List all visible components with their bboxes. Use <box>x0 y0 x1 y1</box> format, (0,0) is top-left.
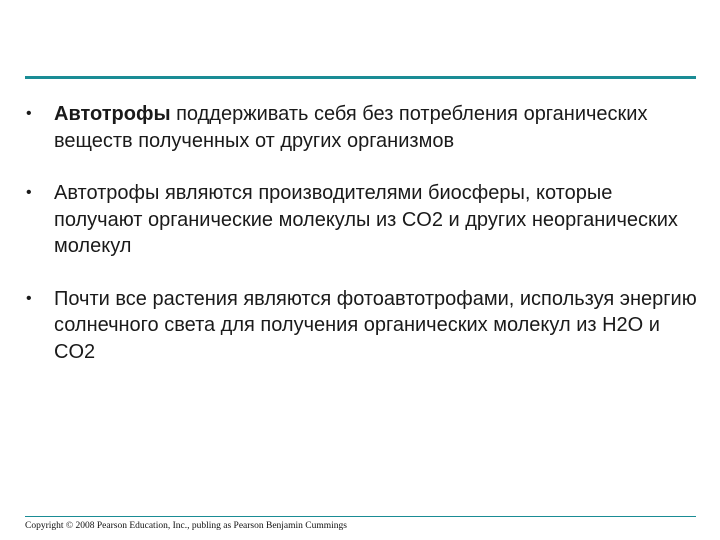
bullet-item <box>26 286 706 366</box>
bullet-text <box>54 288 697 363</box>
copyright-footer: Copyright © 2008 Pearson Education, Inc., publing as Pearson Benjamin Cummings <box>25 521 348 531</box>
footer-divider <box>25 516 696 517</box>
header-divider <box>25 76 696 79</box>
bullet-item <box>26 101 706 154</box>
bullet-marker: • <box>26 184 32 201</box>
bullet-list <box>26 101 706 391</box>
bullet-bold-term: Автотрофы <box>54 103 171 125</box>
bullet-item <box>26 180 706 260</box>
bullet-marker: • <box>26 289 32 307</box>
bullet-body: Почти все растения являются фотоавтотрофами, используя энергию солнечного света для получения органических молекул из H2O и CO2 <box>54 287 697 363</box>
bullet-body: Автотрофы являются производителями биосферы, которые получают органические молекулы из CO2 и других неорганических молекул <box>54 182 678 257</box>
bullet-marker: • <box>26 105 32 122</box>
bullet-text <box>54 182 678 257</box>
bullet-body: поддерживать себя без потребления органических веществ полученных от других организмов <box>54 103 648 152</box>
bullet-text <box>54 103 647 152</box>
